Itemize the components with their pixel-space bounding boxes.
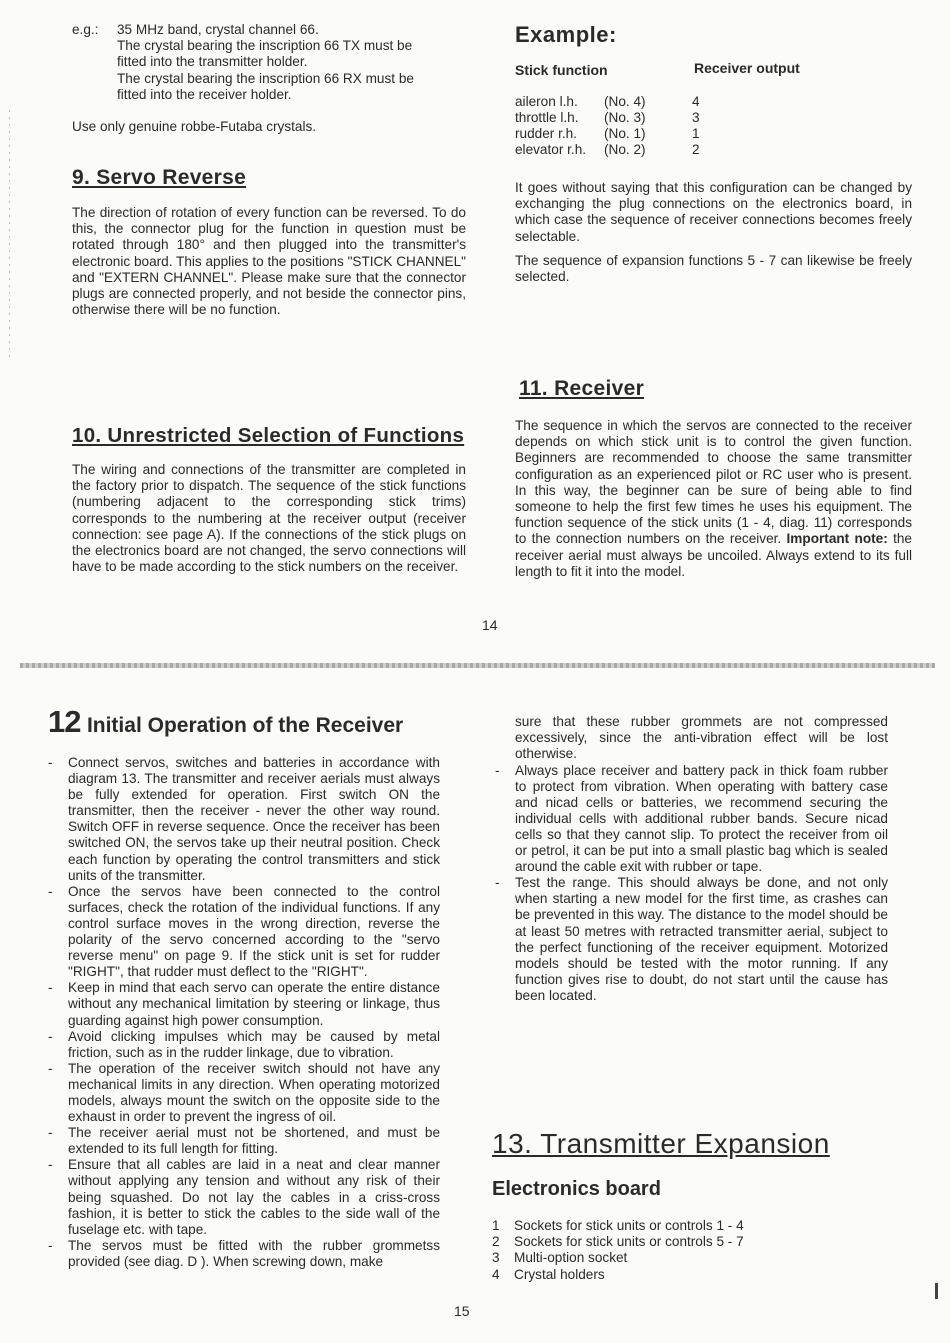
binder-edge-marks <box>9 110 10 360</box>
example-row-function: aileron l.h. <box>515 94 578 109</box>
item-text: Sockets for stick units or controls 1 - 4 <box>514 1218 744 1233</box>
list-item: - Avoid clicking impulses which may be caused by metal friction, such as in the rudder linkage, due to vibration. <box>48 1029 440 1061</box>
section-11-body-start: The sequence in which the servos are connected to the receiver depends on which stick unit is to control the given function. Beginners are recommended to choose the same transmitter configuration as an experienced pilot or RC user who is present. In this way, the beginner can be sure of being able to find someone to help the first few times he uses his equipment. The function sequence of the stick units (1 - 4, diag. 11) corresponds to the connection numbers on the receiver. <box>515 418 912 547</box>
important-note-label: Important note: <box>786 531 888 547</box>
edge-mark <box>935 1283 938 1299</box>
list-item: - The operation of the receiver switch should not have any mechanical limits in any direction. When operating motorized models, always mount the switch on the opposite side to the exhaust in order to prevent the ingress of oil. <box>48 1061 440 1125</box>
example-row <box>515 110 578 126</box>
section-10-heading: 10. Unrestricted Selection of Functions <box>72 424 465 447</box>
example-row-no: (No. 3) <box>604 110 646 125</box>
genuine-crystals-note: Use only genuine robbe-Futaba crystals. <box>72 119 317 135</box>
section-11-heading: 11. Receiver <box>519 377 645 400</box>
item-number: 1 <box>492 1218 500 1233</box>
list-item: - The receiver aerial must not be shortened, and must be extended to its full length for fitting. <box>48 1125 440 1157</box>
page-number-bottom: 15 <box>454 1303 470 1319</box>
list-item <box>492 1234 892 1250</box>
example-paragraph-1: It goes without saying that this configuration can be changed by exchanging the plug connections on the electronics board, in which case the sequence of receiver connections becomes freely selectable. <box>515 180 912 244</box>
eg-line: The crystal bearing the inscription 66 TX must be <box>117 38 413 54</box>
list-item: - Test the range. This should always be done, and not only when starting a new model for the first time, as crashes can be prevented in this way. The distance to the model should be at least 50 metres with retracted transmitter aerial, subject to the perfect functioning of the receiver equipment. Motorized models should be tested with the motor running. If any function gives rise to doubt, do not start until the cause has been located. <box>495 875 888 1004</box>
example-row-output: 3 <box>692 110 700 125</box>
list-item: - Connect servos, switches and batteries in accordance with diagram 13. The transmitter and receiver aerials must always be fully extended for operation. First switch ON the transmitter, then the receiver - never the other way round. Switch OFF in reverse sequence. Once the receiver has been switched ON, the servos take up their neutral position. Check each function by operating the control transmitters and stick units of the transmitter. <box>48 755 440 884</box>
example-paragraph-2: The sequence of expansion functions 5 - 7 can likewise be freely selected. <box>515 253 912 285</box>
example-row-no: (No. 1) <box>604 126 646 141</box>
eg-line: fitted into the receiver holder. <box>117 86 292 102</box>
section-12-list <box>48 755 440 1270</box>
example-heading: Example: <box>515 22 617 47</box>
example-row-function: elevator r.h. <box>515 142 587 157</box>
example-row-no: (No. 4) <box>604 94 646 109</box>
list-item <box>492 1250 892 1266</box>
page-number-top: 14 <box>482 617 498 633</box>
crystal-example-block <box>72 22 472 135</box>
example-row-output: 2 <box>692 142 700 157</box>
example-row-output: 4 <box>692 94 700 109</box>
list-item <box>492 1267 892 1283</box>
list-item: - Once the servos have been connected to the control surfaces, check the rotation of the individual functions. If any control surface moves in the wrong direction, reverse the polarity of the servo concerned according to the "servo reverse menu" on page 9. If the stick unit is set for rudder "RIGHT", that rudder must deflect to the "RIGHT". <box>48 884 440 981</box>
example-col-receiver-output: Receiver output <box>694 60 800 76</box>
item-text: Crystal holders <box>514 1266 605 1282</box>
example-row-output: 1 <box>692 126 700 141</box>
page-divider <box>20 663 935 668</box>
item-number: 2 <box>492 1234 500 1250</box>
list-item: - Keep in mind that each servo can operate the entire distance without any mechanical limitation by steering or linkage, thus guarding against high power consumption. <box>48 980 440 1028</box>
section-12-heading <box>48 704 403 740</box>
section-9-body: The direction of rotation of every function can be reversed. To do this, the connector plug for the function in question must be rotated through 180° and then plugged into the transmitter's electronic board. This applies to the positions "STICK CHANNEL" and "EXTERN CHANNEL". Please make sure that the connector plugs are connected properly, and not beside the connector pins, otherwise there will be no function. <box>72 205 466 318</box>
eg-line: 35 MHz band, crystal channel 66. <box>117 22 319 37</box>
example-row-no: (No. 2) <box>604 142 646 157</box>
eg-line: fitted into the transmitter holder. <box>117 54 308 70</box>
list-item: - The servos must be fitted with the rubber grommetss provided (see diag. D ). When screwing down, make <box>48 1238 440 1270</box>
section-11-body <box>515 418 912 580</box>
example-row <box>515 94 578 110</box>
example-row <box>515 142 586 158</box>
eg-line: The crystal bearing the inscription 66 RX must be <box>117 70 414 86</box>
example-row-function: rudder r.h. <box>515 126 577 141</box>
example-col-stick-function: Stick function <box>515 62 608 78</box>
electronics-board-list <box>492 1218 892 1283</box>
example-row-function: throttle l.h. <box>515 110 579 125</box>
section-10-body: The wiring and connections of the transmitter are completed in the factory prior to dispatch. The sequence of the stick functions (numbering adjacent to the corresponding stick trims) corresponds to the numbering at the receiver output (receiver connection: see page A). If the connections of the stick plugs on the electronics board are not changed, the servo connections will have to be made according to the stick numbers on the receiver. <box>72 462 466 575</box>
list-item: - Always place receiver and battery pack in thick foam rubber to protect from vibration. When operating with battery case and nicad cells or batteries, we recommend securing the individual cells with additional rubber bands. Secure nicad cells so that they cannot slip. To protect the receiver from oil or petrol, it can be put into a small plastic bag which is sealed around the cable exit with rubber or tape. <box>495 763 888 876</box>
section-12-number: 12 <box>48 704 81 739</box>
item-number: 4 <box>492 1266 500 1282</box>
section-12-title: Initial Operation of the Receiver <box>86 714 404 737</box>
item-text: Sockets for stick units or controls 5 - 7 <box>514 1234 744 1250</box>
example-row <box>515 126 577 142</box>
section-12-list-continued <box>495 763 888 1004</box>
item-text: Multi-option socket <box>514 1250 628 1266</box>
list-item <box>492 1218 892 1234</box>
item-number: 3 <box>492 1250 500 1266</box>
section-13-subheading: Electronics board <box>492 1178 661 1200</box>
eg-label: e.g.: <box>72 22 99 37</box>
list-item: - Ensure that all cables are laid in a neat and clear manner without applying any tension and without any risk of their being squashed. Do not lay the cables in a criss-cross fashion, it is better to stick the cables to the side wall of the fuselage etc. with tape. <box>48 1157 440 1237</box>
section-13-heading: 13. Transmitter Expansion <box>492 1128 830 1159</box>
section-11-body-end: the receiver aerial must always be uncoiled. Always extend to its full length to fit it into the model. <box>515 531 912 579</box>
section-12-continuation <box>495 714 888 1004</box>
section-9-heading: 9. Servo Reverse <box>72 166 247 189</box>
continuation-paragraph: sure that these rubber grommets are not compressed excessively, since the anti-vibration effect will be lost otherwise. <box>515 714 888 762</box>
